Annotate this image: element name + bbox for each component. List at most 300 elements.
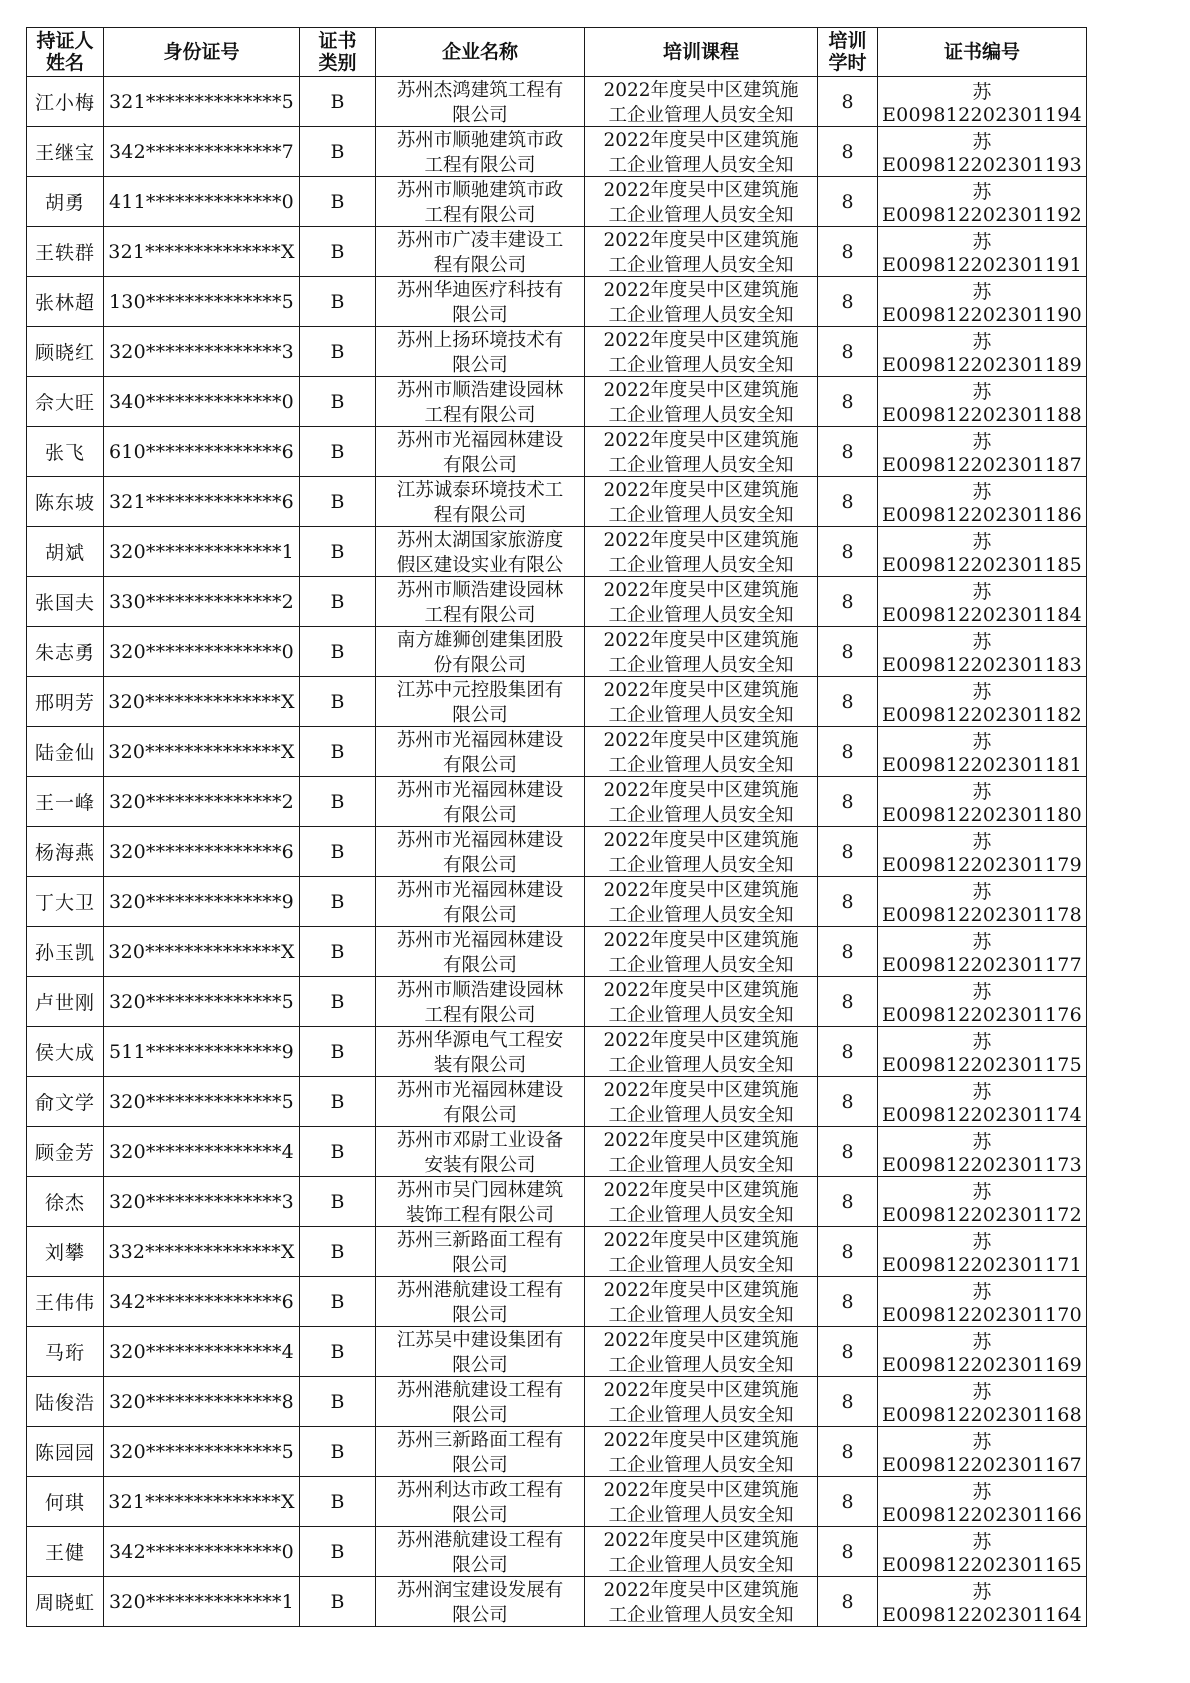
training-hours-cell: 8 [818,227,878,277]
training-hours-cell: 8 [818,1277,878,1327]
course-cell-line: 工企业管理人员安全知 [608,955,794,975]
training-hours-cell: 8 [818,1327,878,1377]
cert-number-cell: 苏E009812202301165 [878,1527,1087,1577]
id-number-cell: 330**************2 [104,577,300,627]
company-name-cell-line: 苏州市邓尉工业设备 [396,1130,564,1151]
header-cert-number-line: 证书编号 [943,41,1020,63]
training-hours-cell: 8 [818,1427,878,1477]
course-cell-line: 2022年度吴中区建筑施 [603,1430,799,1451]
course-cell-line: 工企业管理人员安全知 [608,1355,794,1375]
training-hours-cell: 8 [818,577,878,627]
course-cell-line: 2022年度吴中区建筑施 [603,1480,799,1501]
cert-number-cell: 苏E009812202301164 [878,1577,1087,1627]
training-hours-cell: 8 [818,77,878,127]
course-cell-line: 2022年度吴中区建筑施 [603,380,799,401]
id-number-cell: 320**************9 [104,877,300,927]
table-row [27,127,1087,177]
company-name-cell-line: 苏州市光福园林建设 [396,430,564,451]
company-name-cell [376,1127,585,1177]
id-number-cell: 320**************5 [104,1427,300,1477]
company-name-cell-line: 有限公司 [442,905,517,925]
course-cell [585,1327,818,1377]
table-row [27,977,1087,1027]
cert-type-cell: B [300,1377,376,1427]
company-name-cell-line: 苏州市顺驰建筑市政 [396,130,564,151]
company-name-cell-line: 有限公司 [442,455,517,475]
header-holder-name [27,28,104,77]
id-number-cell: 320**************3 [104,327,300,377]
cert-type-cell: B [300,427,376,477]
company-name-cell-line: 工程有限公司 [424,155,536,175]
course-cell-line: 2022年度吴中区建筑施 [603,830,799,851]
course-cell-line: 工企业管理人员安全知 [608,1505,794,1525]
company-name-cell-line: 假区建设实业有限公 [396,555,564,575]
table-row [27,1077,1087,1127]
course-cell [585,827,818,877]
company-name-cell-line: 程有限公司 [433,255,527,275]
id-number-cell: 342**************7 [104,127,300,177]
table-row [27,727,1087,777]
id-number-cell: 320**************1 [104,527,300,577]
training-hours-cell: 8 [818,427,878,477]
training-hours-cell: 8 [818,1227,878,1277]
course-cell-line: 2022年度吴中区建筑施 [603,330,799,351]
table-row [27,877,1087,927]
company-name-cell [376,477,585,527]
company-name-cell-line: 苏州市光福园林建设 [396,830,564,851]
company-name-cell [376,777,585,827]
training-hours-cell: 8 [818,527,878,577]
company-name-cell [376,1477,585,1527]
holder-name-cell: 丁大卫 [27,877,104,927]
company-name-cell-line: 苏州杰鸿建筑工程有 [396,80,564,101]
holder-name-cell: 陈东坡 [27,477,104,527]
id-number-cell: 321**************X [104,227,300,277]
course-cell-line: 2022年度吴中区建筑施 [603,1380,799,1401]
header-cert-type-line: 类别 [318,52,357,74]
training-hours-cell: 8 [818,1077,878,1127]
training-hours-cell: 8 [818,477,878,527]
course-cell-line: 工企业管理人员安全知 [608,905,794,925]
course-cell [585,627,818,677]
course-cell-line: 2022年度吴中区建筑施 [603,1030,799,1051]
company-name-cell-line: 苏州华迪医疗科技有 [396,280,564,301]
course-cell-line: 2022年度吴中区建筑施 [603,80,799,101]
id-number-cell: 321**************X [104,1477,300,1527]
course-cell [585,1477,818,1527]
course-cell-line: 2022年度吴中区建筑施 [603,1230,799,1251]
course-cell [585,1527,818,1577]
training-hours-cell: 8 [818,1577,878,1627]
company-name-cell [376,127,585,177]
course-cell-line: 工企业管理人员安全知 [608,1005,794,1025]
course-cell [585,177,818,227]
cert-type-cell: B [300,1077,376,1127]
header-row [27,28,1087,77]
course-cell-line: 工企业管理人员安全知 [608,405,794,425]
holder-name-cell: 佘大旺 [27,377,104,427]
course-cell [585,277,818,327]
training-hours-cell: 8 [818,627,878,677]
course-cell-line: 2022年度吴中区建筑施 [603,1080,799,1101]
course-cell-line: 工企业管理人员安全知 [608,355,794,375]
cert-type-cell: B [300,727,376,777]
cert-type-cell: B [300,1227,376,1277]
course-cell [585,327,818,377]
cert-type-cell: B [300,377,376,427]
company-name-cell-line: 苏州港航建设工程有 [396,1530,564,1551]
course-cell-line: 2022年度吴中区建筑施 [603,1530,799,1551]
company-name-cell-line: 苏州市光福园林建设 [396,1080,564,1101]
table-body [27,77,1087,1627]
company-name-cell-line: 苏州港航建设工程有 [396,1280,564,1301]
holder-name-cell: 何琪 [27,1477,104,1527]
company-name-cell-line: 江苏中元控股集团有 [396,680,564,701]
holder-name-cell: 王轶群 [27,227,104,277]
company-name-cell-line: 苏州市顺浩建设园林 [396,980,564,1001]
company-name-cell-line: 苏州三新路面工程有 [396,1230,564,1251]
training-hours-cell: 8 [818,877,878,927]
id-number-cell: 320**************6 [104,827,300,877]
training-hours-cell: 8 [818,1127,878,1177]
company-name-cell-line: 装有限公司 [433,1055,527,1075]
course-cell-line: 2022年度吴中区建筑施 [603,780,799,801]
table-row [27,927,1087,977]
course-cell [585,77,818,127]
company-name-cell-line: 苏州港航建设工程有 [396,1380,564,1401]
company-name-cell-line: 装饰工程有限公司 [405,1205,554,1225]
course-cell-line: 2022年度吴中区建筑施 [603,280,799,301]
cert-number-cell: 苏E009812202301193 [878,127,1087,177]
table-header [27,28,1087,77]
header-training-hours [818,28,878,77]
course-cell-line: 工企业管理人员安全知 [608,1555,794,1575]
holder-name-cell: 陈园园 [27,1427,104,1477]
cert-number-cell: 苏E009812202301171 [878,1227,1087,1277]
table-row [27,1027,1087,1077]
cert-type-cell: B [300,1277,376,1327]
cert-type-cell: B [300,827,376,877]
company-name-cell [376,377,585,427]
company-name-cell-line: 苏州市顺浩建设园林 [396,580,564,601]
company-name-cell [376,1277,585,1327]
cert-number-cell: 苏E009812202301182 [878,677,1087,727]
id-number-cell: 320**************1 [104,1577,300,1627]
company-name-cell-line: 有限公司 [442,955,517,975]
company-name-cell-line: 苏州三新路面工程有 [396,1430,564,1451]
course-cell [585,677,818,727]
holder-name-cell: 卢世刚 [27,977,104,1027]
header-id-number-line: 身份证号 [163,41,240,63]
course-cell-line: 2022年度吴中区建筑施 [603,1330,799,1351]
course-cell-line: 2022年度吴中区建筑施 [603,430,799,451]
holder-name-cell: 顾金芳 [27,1127,104,1177]
course-cell-line: 工企业管理人员安全知 [608,755,794,775]
company-name-cell-line: 限公司 [452,705,508,725]
cert-type-cell: B [300,1477,376,1527]
company-name-cell-line: 有限公司 [442,1105,517,1125]
cert-type-cell: B [300,1527,376,1577]
table-row [27,377,1087,427]
cert-type-cell: B [300,1327,376,1377]
company-name-cell [376,277,585,327]
cert-number-cell: 苏E009812202301176 [878,977,1087,1027]
holder-name-cell: 顾晓红 [27,327,104,377]
company-name-cell-line: 限公司 [452,1305,508,1325]
course-cell-line: 工企业管理人员安全知 [608,855,794,875]
course-cell-line: 工企业管理人员安全知 [608,605,794,625]
company-name-cell [376,177,585,227]
cert-number-cell: 苏E009812202301175 [878,1027,1087,1077]
cert-number-cell: 苏E009812202301190 [878,277,1087,327]
company-name-cell-line: 苏州市广凌丰建设工 [396,230,564,251]
id-number-cell: 511**************9 [104,1027,300,1077]
course-cell-line: 工企业管理人员安全知 [608,455,794,475]
id-number-cell: 320**************5 [104,977,300,1027]
id-number-cell: 320**************0 [104,627,300,677]
course-cell-line: 工企业管理人员安全知 [608,805,794,825]
cert-number-cell: 苏E009812202301192 [878,177,1087,227]
course-cell-line: 工企业管理人员安全知 [608,305,794,325]
training-hours-cell: 8 [818,177,878,227]
id-number-cell: 610**************6 [104,427,300,477]
cert-type-cell: B [300,177,376,227]
training-hours-cell: 8 [818,727,878,777]
cert-number-cell: 苏E009812202301180 [878,777,1087,827]
course-cell-line: 工企业管理人员安全知 [608,105,794,125]
course-cell-line: 工企业管理人员安全知 [608,705,794,725]
course-cell-line: 2022年度吴中区建筑施 [603,530,799,551]
company-name-cell [376,1327,585,1377]
id-number-cell: 320**************X [104,727,300,777]
company-name-cell-line: 安装有限公司 [424,1155,536,1175]
header-cert-type-line: 证书 [318,30,357,52]
company-name-cell-line: 有限公司 [442,855,517,875]
training-hours-cell: 8 [818,1027,878,1077]
cert-number-cell: 苏E009812202301169 [878,1327,1087,1377]
company-name-cell-line: 江苏诚泰环境技术工 [396,480,564,501]
holder-name-cell: 俞文学 [27,1077,104,1127]
company-name-cell-line: 限公司 [452,1605,508,1625]
table-row [27,527,1087,577]
id-number-cell: 342**************6 [104,1277,300,1327]
cert-type-cell: B [300,1127,376,1177]
table-row [27,1277,1087,1327]
cert-number-cell: 苏E009812202301174 [878,1077,1087,1127]
company-name-cell [376,577,585,627]
company-name-cell-line: 工程有限公司 [424,405,536,425]
course-cell [585,977,818,1027]
training-hours-cell: 8 [818,1527,878,1577]
cert-type-cell: B [300,77,376,127]
company-name-cell-line: 限公司 [452,1455,508,1475]
cert-number-cell: 苏E009812202301194 [878,77,1087,127]
training-hours-cell: 8 [818,977,878,1027]
company-name-cell-line: 限公司 [452,305,508,325]
course-cell-line: 工企业管理人员安全知 [608,555,794,575]
id-number-cell: 320**************2 [104,777,300,827]
course-cell-line: 2022年度吴中区建筑施 [603,1180,799,1201]
cert-type-cell: B [300,977,376,1027]
course-cell-line: 2022年度吴中区建筑施 [603,880,799,901]
cert-number-cell: 苏E009812202301189 [878,327,1087,377]
course-cell-line: 2022年度吴中区建筑施 [603,480,799,501]
course-cell [585,1027,818,1077]
cert-number-cell: 苏E009812202301179 [878,827,1087,877]
course-cell [585,927,818,977]
table-row [27,777,1087,827]
table-row [27,477,1087,527]
course-cell [585,427,818,477]
id-number-cell: 321**************6 [104,477,300,527]
company-name-cell [376,1577,585,1627]
training-hours-cell: 8 [818,1177,878,1227]
course-cell-line: 工企业管理人员安全知 [608,1405,794,1425]
cert-type-cell: B [300,577,376,627]
company-name-cell-line: 苏州市光福园林建设 [396,880,564,901]
course-cell-line: 2022年度吴中区建筑施 [603,180,799,201]
id-number-cell: 411**************0 [104,177,300,227]
company-name-cell-line: 苏州太湖国家旅游度 [396,530,564,551]
course-cell-line: 2022年度吴中区建筑施 [603,230,799,251]
table-row [27,677,1087,727]
company-name-cell-line: 有限公司 [442,805,517,825]
header-cert-type [300,28,376,77]
table-row [27,227,1087,277]
course-cell-line: 工企业管理人员安全知 [608,1305,794,1325]
course-cell [585,727,818,777]
company-name-cell-line: 苏州利达市政工程有 [396,1480,564,1501]
company-name-cell [376,627,585,677]
company-name-cell [376,677,585,727]
id-number-cell: 332**************X [104,1227,300,1277]
training-hours-cell: 8 [818,327,878,377]
course-cell-line: 工企业管理人员安全知 [608,1605,794,1625]
holder-name-cell: 王健 [27,1527,104,1577]
company-name-cell [376,77,585,127]
holder-name-cell: 张飞 [27,427,104,477]
company-name-cell-line: 限公司 [452,1255,508,1275]
course-cell-line: 工企业管理人员安全知 [608,205,794,225]
company-name-cell-line: 苏州润宝建设发展有 [396,1580,564,1601]
course-cell-line: 2022年度吴中区建筑施 [603,980,799,1001]
table-row [27,77,1087,127]
training-hours-cell: 8 [818,1377,878,1427]
header-training-hours-line: 培训 [828,30,867,52]
course-cell [585,577,818,627]
cert-number-cell: 苏E009812202301167 [878,1427,1087,1477]
cert-type-cell: B [300,527,376,577]
cert-type-cell: B [300,327,376,377]
company-name-cell-line: 江苏吴中建设集团有 [396,1330,564,1351]
training-hours-cell: 8 [818,927,878,977]
holder-name-cell: 刘攀 [27,1227,104,1277]
company-name-cell-line: 工程有限公司 [424,1005,536,1025]
holder-name-cell: 邢明芳 [27,677,104,727]
company-name-cell [376,977,585,1027]
course-cell [585,527,818,577]
training-hours-cell: 8 [818,127,878,177]
id-number-cell: 320**************X [104,927,300,977]
course-cell-line: 2022年度吴中区建筑施 [603,1130,799,1151]
table-row [27,1227,1087,1277]
training-hours-cell: 8 [818,677,878,727]
company-name-cell-line: 南方雄狮创建集团股 [396,630,564,651]
header-holder-name-line: 持证人 [36,30,94,52]
course-cell-line: 2022年度吴中区建筑施 [603,930,799,951]
course-cell-line: 工企业管理人员安全知 [608,1155,794,1175]
company-name-cell-line: 苏州市吴门园林建筑 [396,1180,564,1201]
header-course [585,28,818,77]
cert-number-cell: 苏E009812202301186 [878,477,1087,527]
training-hours-cell: 8 [818,277,878,327]
training-hours-cell: 8 [818,827,878,877]
holder-name-cell: 陆俊浩 [27,1377,104,1427]
header-company-name [376,28,585,77]
id-number-cell: 321**************5 [104,77,300,127]
company-name-cell [376,1427,585,1477]
table-row [27,1427,1087,1477]
cert-type-cell: B [300,877,376,927]
course-cell [585,1577,818,1627]
header-holder-name-line: 姓名 [45,52,84,74]
cert-number-cell: 苏E009812202301173 [878,1127,1087,1177]
company-name-cell [376,427,585,477]
course-cell [585,1127,818,1177]
cert-number-cell: 苏E009812202301184 [878,577,1087,627]
table-row [27,1127,1087,1177]
company-name-cell-line: 程有限公司 [433,505,527,525]
cert-number-cell: 苏E009812202301188 [878,377,1087,427]
table-row [27,177,1087,227]
company-name-cell-line: 苏州市顺浩建设园林 [396,380,564,401]
id-number-cell: 340**************0 [104,377,300,427]
training-hours-cell: 8 [818,1477,878,1527]
cert-number-cell: 苏E009812202301178 [878,877,1087,927]
course-cell-line: 工企业管理人员安全知 [608,255,794,275]
holder-name-cell: 孙玉凯 [27,927,104,977]
table-row [27,1377,1087,1427]
company-name-cell [376,1377,585,1427]
cert-type-cell: B [300,927,376,977]
cert-type-cell: B [300,627,376,677]
course-cell-line: 工企业管理人员安全知 [608,1055,794,1075]
holder-name-cell: 徐杰 [27,1177,104,1227]
cert-type-cell: B [300,777,376,827]
holder-name-cell: 张林超 [27,277,104,327]
course-cell [585,1427,818,1477]
course-cell [585,1277,818,1327]
holder-name-cell: 侯大成 [27,1027,104,1077]
header-cert-number [878,28,1087,77]
id-number-cell: 320**************8 [104,1377,300,1427]
company-name-cell-line: 苏州华源电气工程安 [396,1030,564,1051]
cert-type-cell: B [300,477,376,527]
holder-name-cell: 王继宝 [27,127,104,177]
id-number-cell: 342**************0 [104,1527,300,1577]
company-name-cell-line: 苏州市顺驰建筑市政 [396,180,564,201]
company-name-cell-line: 苏州市光福园林建设 [396,930,564,951]
cert-type-cell: B [300,1577,376,1627]
company-name-cell [376,1177,585,1227]
company-name-cell-line: 限公司 [452,1505,508,1525]
course-cell [585,1077,818,1127]
id-number-cell: 130**************5 [104,277,300,327]
holder-name-cell: 陆金仙 [27,727,104,777]
company-name-cell [376,1077,585,1127]
cert-type-cell: B [300,1427,376,1477]
cert-number-cell: 苏E009812202301172 [878,1177,1087,1227]
